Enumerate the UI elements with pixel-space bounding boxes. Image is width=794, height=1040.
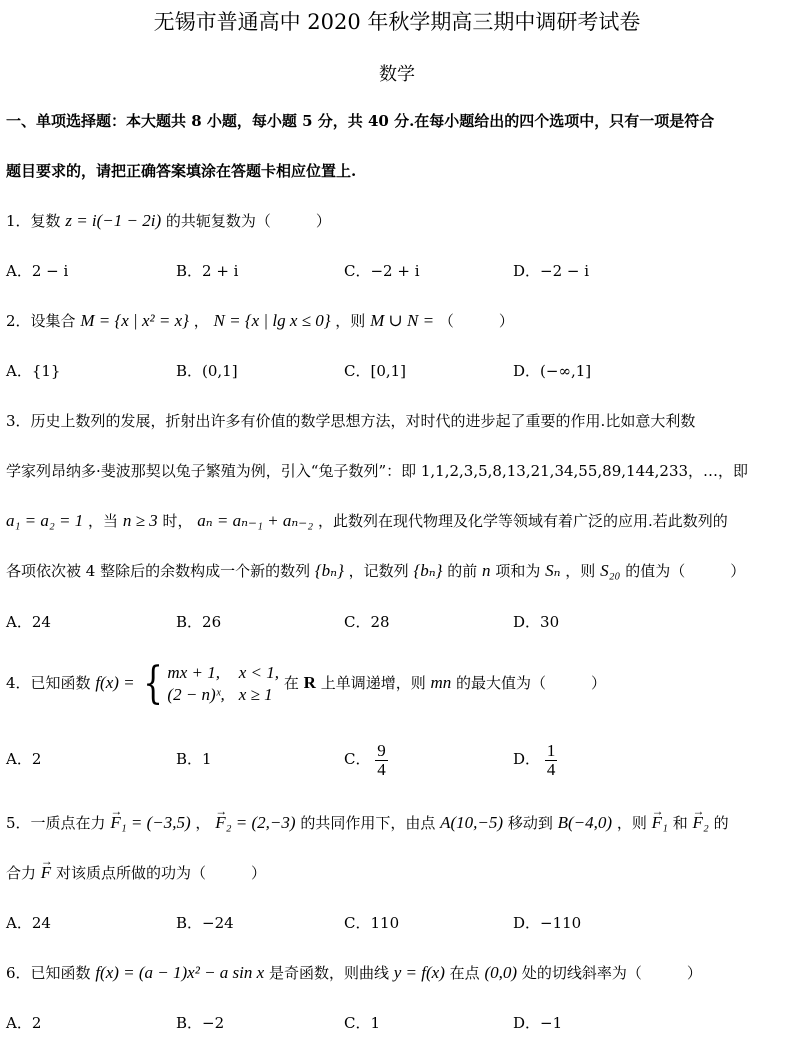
q5-mid3: ，则 [616, 814, 647, 832]
q5-point-b: B(−4,0) [557, 813, 613, 832]
question-4 [6, 658, 607, 709]
question-6 [6, 962, 702, 984]
q5-f2-vector: → F₂ = (2,−3) [215, 812, 295, 834]
q4-option-c-fraction [375, 742, 388, 779]
q6-option-b: B．−2 [176, 1014, 225, 1032]
q4-option-d [513, 736, 557, 782]
q4-option-a: A．2 [6, 750, 42, 768]
question-5-line2 [6, 862, 266, 884]
q6-mid2: 在点 [449, 964, 480, 982]
q3-text-d: 各项依次被 4 整除后的余数构成一个新的数列 [6, 562, 311, 580]
q1-option-b: B．2 + i [176, 262, 239, 280]
q3-n: n [482, 561, 491, 580]
q5-option-a: A．24 [6, 914, 51, 932]
q6-mid: 是奇函数，则曲线 [268, 964, 389, 982]
q4-option-c-num: 9 [377, 740, 386, 760]
q3-seq-b1: {bₙ} [314, 561, 344, 580]
q5-prefix: 5．一质点在力 [6, 814, 106, 832]
q6-suffix: 处的切线斜率为（ ） [521, 964, 702, 982]
q3-text-b: 时， [162, 512, 193, 530]
exam-title: 无锡市普通高中 2020 年秋学期高三期中调研考试卷 [153, 10, 641, 34]
q4-option-c-label: C． [344, 750, 371, 768]
q2-option-b: B．(0,1] [176, 362, 238, 380]
q4-case1-expr: mx + 1, [167, 663, 220, 682]
q3-text-h: ，则 [565, 562, 596, 580]
section-intro-line1: 一、单项选择题：本大题共 8 小题，每小题 5 分，共 40 分.在每小题给出的四个选项中，只有一项是符合 [6, 112, 715, 130]
question-1 [6, 210, 331, 232]
q4-cases [167, 662, 279, 706]
left-brace-icon: { [143, 658, 164, 709]
q1-option-a: A．2 − i [6, 262, 69, 280]
q2-option-d: D．(−∞,1] [513, 362, 592, 380]
q4-mid2: 上单调递增，则 [320, 674, 426, 692]
q3-text-i: 的值为（ ） [625, 562, 746, 580]
q6-point: (0,0) [484, 963, 518, 982]
q6-option-d: D．−1 [513, 1014, 563, 1032]
question-3-line2: 学家列昂纳多·斐波那契以兔子繁殖为例，引入“兔子数列”：即 1,1,2,3,5,8,13,21,34,55,89,144,233，…，即 [6, 462, 749, 480]
q5-f2-symbol: → F₂ [693, 812, 709, 834]
question-3-line3 [6, 510, 728, 532]
q4-case2-expr: (2 − n)ˣ, [167, 685, 225, 704]
q2-option-c: C．[0,1] [344, 362, 407, 380]
q4-mn: mn [430, 673, 452, 692]
q2-set-m: M = {x | x² = x} [80, 311, 189, 330]
q5-f1-vector: → F₁ = (−3,5) [110, 812, 190, 834]
q3-option-c: C．28 [344, 613, 390, 631]
q3-text-g: 项和为 [495, 562, 541, 580]
q4-option-d-label: D． [513, 750, 541, 768]
q6-option-c: C．1 [344, 1014, 381, 1032]
q2-mid: ，则 [335, 312, 366, 330]
q4-mid: 在 [283, 674, 299, 692]
q3-option-a: A．24 [6, 613, 51, 631]
q3-text-a: ，当 [88, 512, 119, 530]
q5-option-b: B．−24 [176, 914, 234, 932]
q4-option-d-fraction [545, 742, 558, 779]
q1-prefix: 1．复数 [6, 212, 61, 230]
q4-prefix: 4．已知函数 [6, 674, 91, 692]
q3-option-d: D．30 [513, 613, 560, 631]
q1-option-d: D．−2 − i [513, 262, 590, 280]
q3-text-e: ，记数列 [348, 562, 409, 580]
q3-text-c: ，此数列在现代物理及化学等领域有着广泛的应用.若此数列的 [317, 512, 728, 530]
q3-seq-b2: {bₙ} [413, 561, 443, 580]
section-intro-line2: 题目要求的，请把正确答案填涂在答题卡相应位置上. [6, 162, 357, 180]
q4-option-b: B．1 [176, 750, 212, 768]
q4-case1-cond: x < 1, [238, 663, 280, 682]
q3-recurrence: aₙ = aₙ₋₁ + aₙ₋₂ [197, 511, 314, 530]
q5-sep: ， [195, 814, 211, 832]
q4-option-c-den: 4 [377, 759, 386, 779]
q5-line2a: 合力 [6, 864, 37, 882]
q3-text-f: 的前 [447, 562, 478, 580]
q5-point-a: A(10,−5) [440, 813, 504, 832]
question-3-line4 [6, 560, 745, 582]
q3-fib-initial: a₁ = a₂ = 1 [6, 511, 84, 530]
q6-curve: y = f(x) [393, 963, 445, 982]
q5-mid: 的共同作用下，由点 [300, 814, 436, 832]
q1-expr: z = i(−1 − 2i) [65, 211, 162, 230]
q5-and: 和 [672, 814, 688, 832]
q3-condition: n ≥ 3 [122, 511, 158, 530]
q4-option-d-num: 1 [546, 740, 556, 760]
q3-option-b: B．26 [176, 613, 222, 631]
q5-mid2: 移动到 [507, 814, 553, 832]
q6-option-a: A．2 [6, 1014, 42, 1032]
q4-suffix: 的最大值为（ ） [456, 674, 607, 692]
q6-fx: f(x) = (a − 1)x² − a sin x [95, 963, 265, 982]
q5-line2b: 对该质点所做的功为（ ） [55, 864, 266, 882]
q2-suffix: （ ） [438, 312, 514, 330]
q2-set-n: N = {x | lg x ≤ 0} [213, 311, 331, 330]
question-3-line1: 3．历史上数列的发展，折射出许多有价值的数学思想方法，对时代的进步起了重要的作用.比如意大利数 [6, 412, 696, 430]
q2-prefix: 2．设集合 [6, 312, 76, 330]
q5-f1-symbol: → F₁ [652, 812, 668, 834]
question-5-line1 [6, 812, 729, 834]
q5-option-d: D．−110 [513, 914, 582, 932]
subject-title: 数学 [379, 64, 415, 85]
q2-option-a: A．{1} [6, 362, 61, 380]
q3-sn: Sₙ [545, 561, 561, 580]
q1-suffix: 的共轭复数为（ ） [165, 212, 331, 230]
q4-real-set: R [303, 673, 316, 692]
question-2 [6, 310, 514, 332]
q4-piecewise [139, 658, 280, 709]
q6-prefix: 6．已知函数 [6, 964, 91, 982]
q4-option-c [344, 736, 388, 782]
q2-expr: M ∪ N = [370, 311, 435, 330]
q5-option-c: C．110 [344, 914, 400, 932]
q4-fx: f(x) = [95, 673, 135, 692]
q4-option-d-den: 4 [546, 759, 556, 779]
q3-s20: S₂₀ [600, 561, 621, 580]
q5-tail: 的 [713, 814, 729, 832]
q4-case2-cond: x ≥ 1 [238, 685, 273, 704]
q2-sep: ， [193, 312, 209, 330]
q5-resultant: → F [41, 862, 51, 884]
q1-option-c: C．−2 + i [344, 262, 420, 280]
